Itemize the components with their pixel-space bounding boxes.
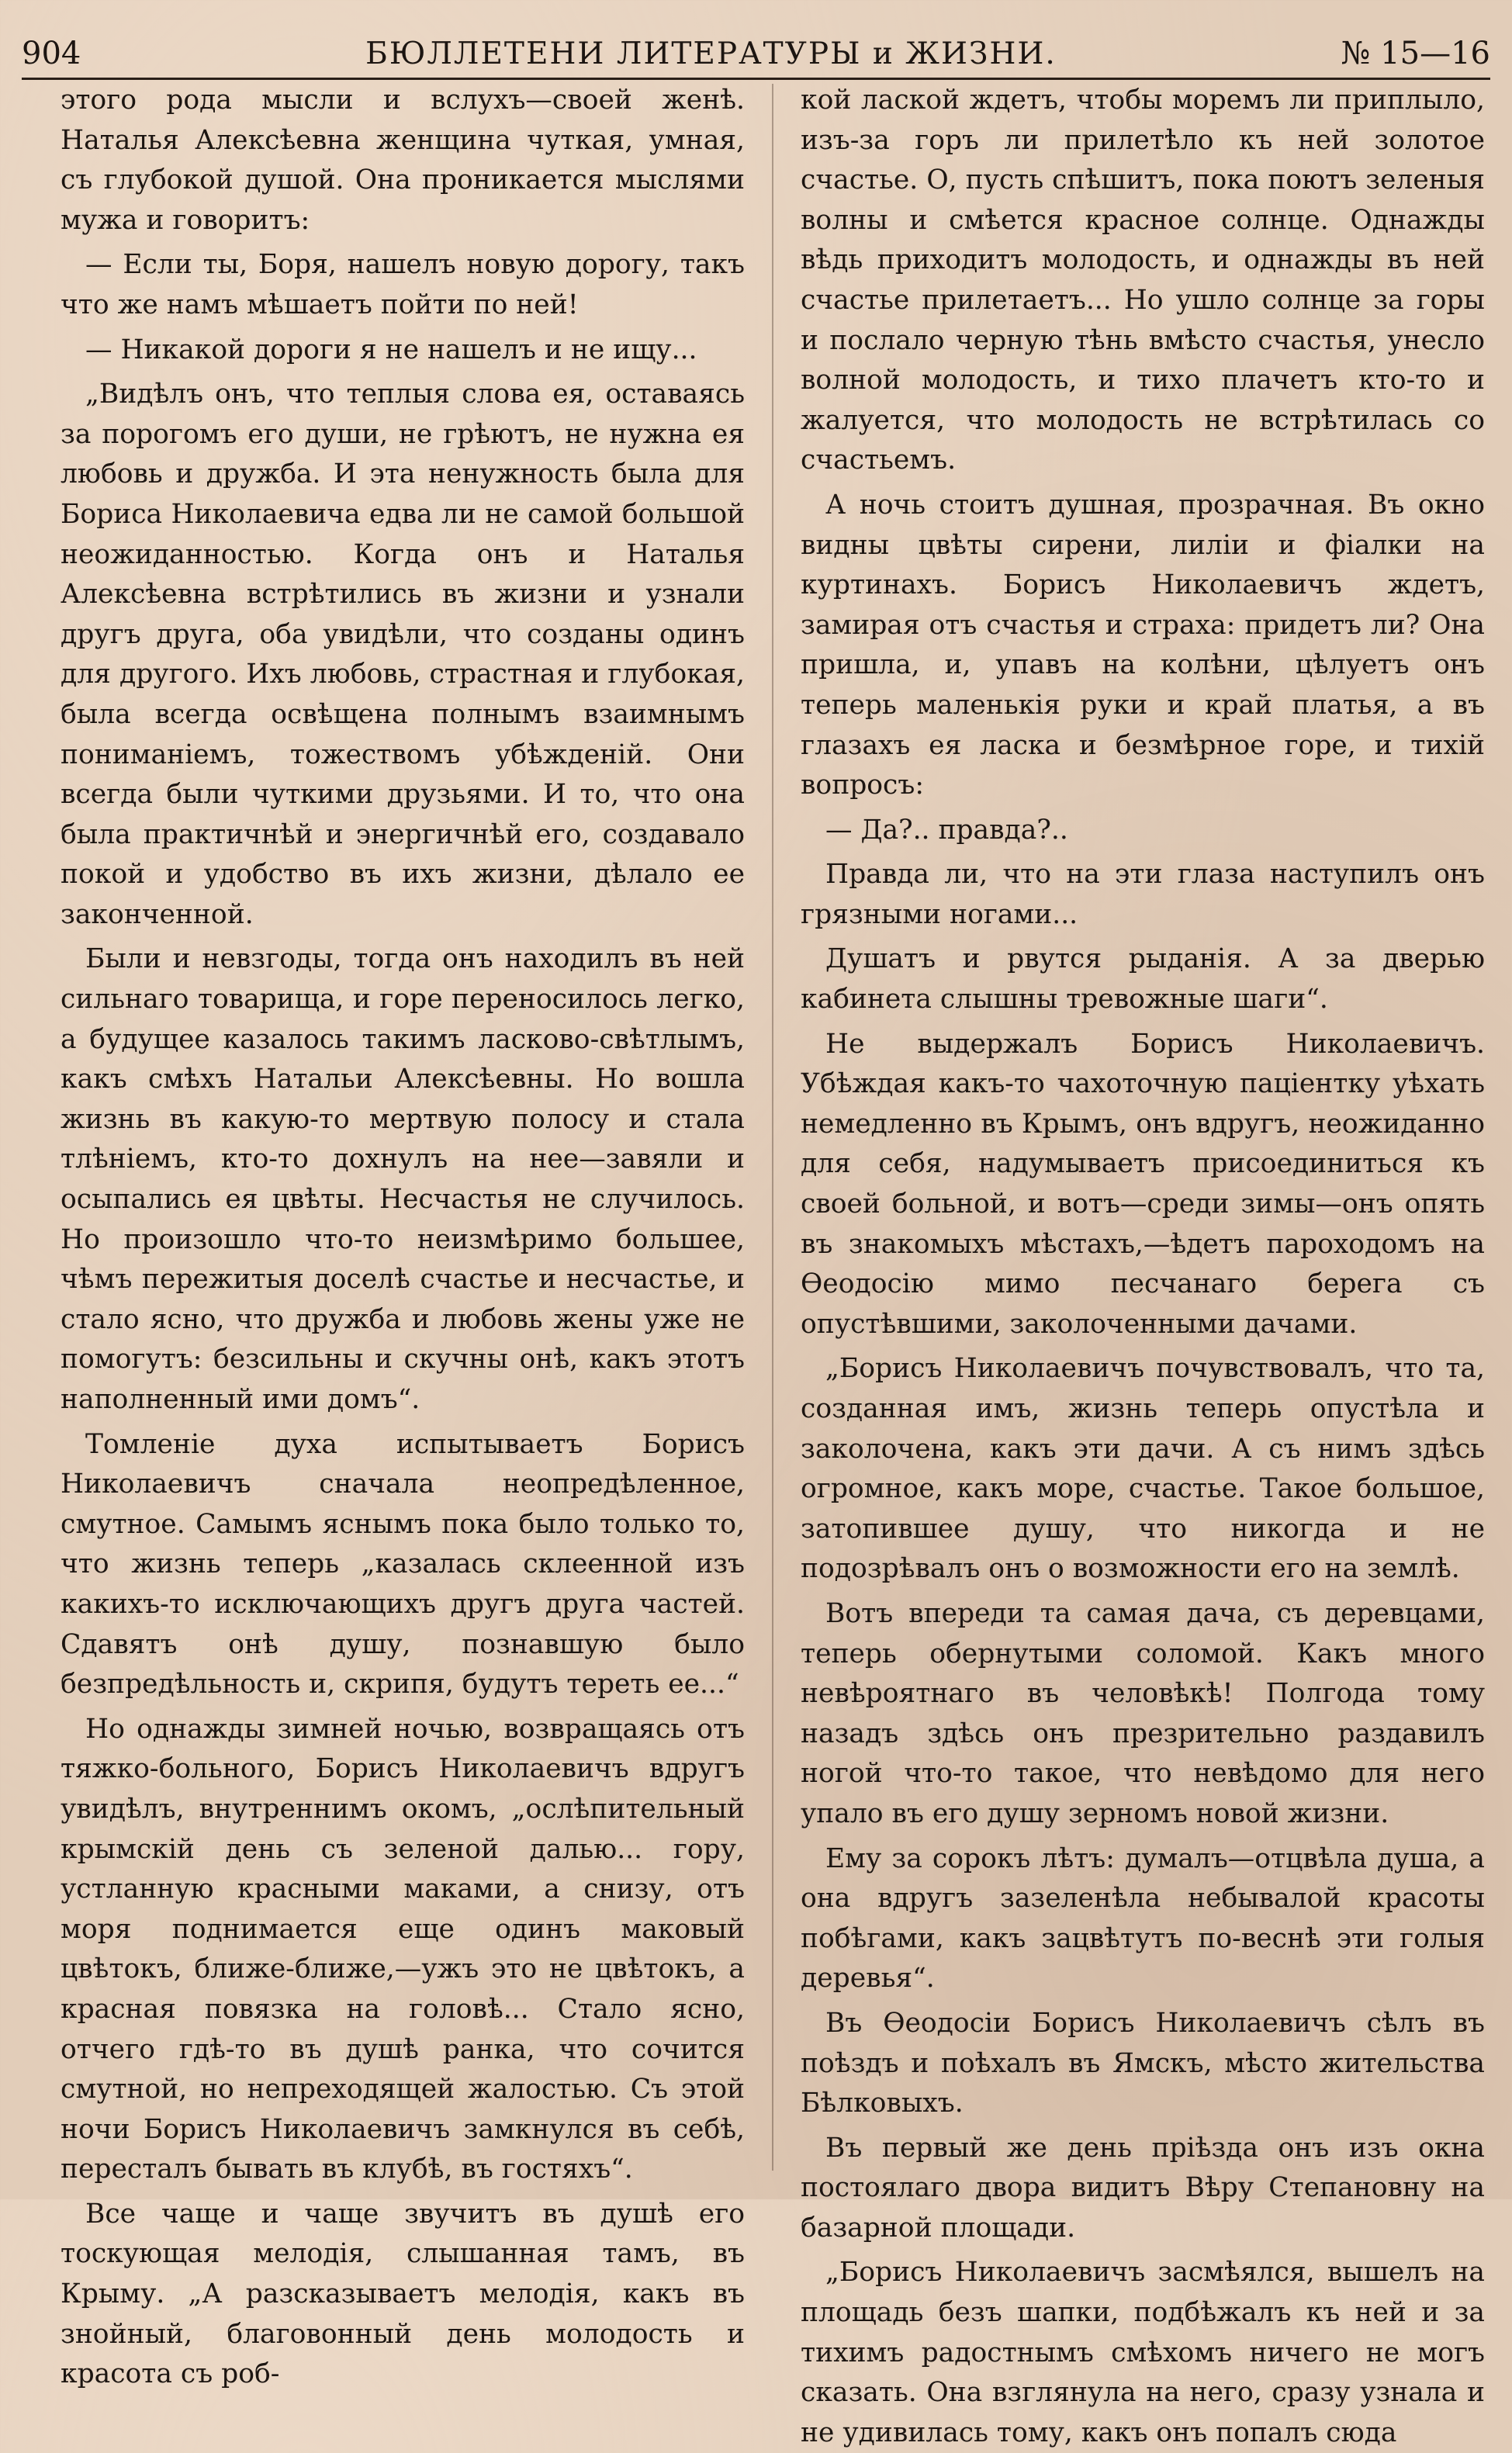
column-divider [772,84,773,2171]
paragraph: Томленіе духа испытываетъ Борисъ Николаевичъ сначала неопредѣленное, смутное. Самымъ яснымъ пока было только то, что жизнь теперь „казалась склеенной изъ какихъ-то исключающихъ другъ друга частей. Сдавятъ онѣ душу, познавшую было безпредѣльность и, скрипя, будутъ тереть ее...“ [61,1428,745,1700]
paragraph: Все чаще и чаще звучитъ въ душѣ его тоскующая мелодія, слышанная тамъ, въ Крыму. „А разсказываетъ мелодія, какъ въ знойный, благовонный день молодость и красота съ роб- [61,2198,745,2390]
paragraph: — Да?.. правда?.. [825,814,1068,846]
paragraph: Но однажды зимней ночью, возвращаясь отъ тяжко-больного, Борисъ Николаевичъ вдругъ увидѣлъ, внутреннимъ окомъ, „ослѣпительный крымскій день съ зеленой далью... гору, устланную красными маками, а снизу, отъ моря поднимается еще одинъ маковый цвѣтокъ, ближе-ближе,—ужъ это не цвѣтокъ, а красная повязка на головѣ... Стало ясно, отчего гдѣ-то въ душѣ ранка, что сочится смутной, но непреходящей жалостью. Съ этой ночи Борисъ Николаевичъ замкнулся въ себѣ, пересталъ бывать въ клубѣ, въ гостяхъ“. [61,1713,745,2185]
page-number: 904 [22,36,81,71]
paragraph: „Видѣлъ онъ, что теплыя слова ея, оставаясь за порогомъ его души, не грѣютъ, не нужна ея любовь и дружба. И эта ненужность была для Бориса Николаевича едва ли не самой большой неожиданностью. Когда онъ и Наталья Алексѣевна встрѣтились въ жизни и узнали другъ друга, оба увидѣли, что созданы одинъ для другого. Ихъ любовь, страстная и глубокая, была всегда освѣщена полнымъ взаимнымъ пониманіемъ, тожествомъ убѣжденій. Они всегда были чуткими друзьями. И то, что она была практичнѣй и энергичнѣй его, создавало покой и удобство въ ихъ жизни, дѣлало ее законченной. [61,379,745,930]
paragraph: Вотъ впереди та самая дача, съ деревцами, теперь обернутыми соломой. Какъ много невѣроятнаго въ человѣкѣ! Полгода тому назадъ здѣсь онъ презрительно раздавилъ ногой что-то такое, что невѣдомо для него упало въ его душу зерномъ новой жизни. [801,1597,1485,1829]
text-columns [61,81,1485,2448]
paragraph: Были и невзгоды, тогда онъ находилъ въ ней сильнаго товарища, и горе переносилось легко, а будущее казалось такимъ ласково-свѣтлымъ, какъ смѣхъ Натальи Алексѣевны. Но вошла жизнь въ какую-то мертвую полосу и стала тлѣніемъ, кто-то дохнулъ на нее—завяли и осыпались ея цвѣты. Несчастья не случилось. Но произошло что-то неизмѣримо большее, чѣмъ пережитыя доселѣ счастье и несчастье, и стало ясно, что дружба и любовь жены уже не помогутъ: безсильны и скучны онѣ, какъ этотъ наполненный ими домъ“. [61,943,745,1415]
paragraph: — Никакой дороги я не нашелъ и не ищу... [85,334,697,365]
paragraph: А ночь стоитъ душная, прозрачная. Въ окно видны цвѣты сирени, лиліи и фіалки на куртинахъ. Борисъ Николаевичъ ждетъ, замирая отъ счастья и страха: придетъ ли? Она пришла, и, упавъ на колѣни, цѣлуетъ онъ теперь маленькія руки и край платья, а въ глазахъ ея ласка и безмѣрное горе, и тихій вопросъ: [801,489,1485,801]
paragraph: Правда ли, что на эти глаза наступилъ онъ грязными ногами... [801,859,1485,930]
issue-number: № 15—16 [1341,36,1490,71]
left-column [61,81,745,2390]
paragraph: этого рода мысли и вслухъ—своей женѣ. Наталья Алексѣевна женщина чуткая, умная, съ глубокой душой. Она проникается мыслями мужа и говоритъ: [61,85,745,236]
right-column [801,81,1485,2448]
paragraph: Не выдержалъ Борисъ Николаевичъ. Убѣждая какъ-то чахоточную паціентку уѣхать немедленно въ Крымъ, онъ вдругъ, неожиданно для себя, надумываетъ присоединиться къ своей больной, и вотъ—среди зимы—онъ опять въ знакомыхъ мѣстахъ,—ѣдетъ пароходомъ на Ѳеодосію мимо песчанаго берега съ опустѣвшими, заколоченными дачами. [801,1028,1485,1340]
paragraph: Душатъ и рвутся рыданія. А за дверью кабинета слышны тревожные шаги“. [801,943,1485,1015]
paragraph: „Борисъ Николаевичъ засмѣялся, вышелъ на площадь безъ шапки, подбѣжалъ къ ней и за тихимъ радостнымъ смѣхомъ ничего не могъ сказать. Она взглянула на него, сразу узнала и не удивилась тому, какъ онъ попалъ сюда [801,2257,1485,2448]
paragraph: Въ первый же день пріѣзда онъ изъ окна постоялаго двора видитъ Вѣру Степановну на базарной площади. [801,2132,1485,2244]
paragraph: Ему за сорокъ лѣтъ: думалъ—отцвѣла душа, а она вдругъ зазеленѣла небывалой красоты побѣгами, какъ зацвѣтутъ по-веснѣ эти голыя деревья“. [801,1842,1485,1995]
paragraph: кой лаской ждетъ, чтобы моремъ ли приплыло, изъ-за горъ ли прилетѣло къ ней золотое счастье. О, пусть спѣшитъ, пока поютъ зеленыя волны и смѣется красное солнце. Однажды вѣдь приходитъ молодость, и однажды въ ней счастье прилетаетъ... Но ушло солнце за горы и послало черную тѣнь вмѣсто счастья, унесло волной молодость, и тихо плачетъ кто-то и жалуется, что молодость не встрѣтилась со счастьемъ. [801,85,1485,476]
paragraph: — Если ты, Боря, нашелъ новую дорогу, такъ что же намъ мѣшаетъ пойти по ней! [61,249,745,320]
paragraph: Въ Ѳеодосіи Борисъ Николаевичъ сѣлъ въ поѣздъ и поѣхалъ въ Ямскъ, мѣсто жительства Бѣлковыхъ. [801,2007,1485,2119]
running-head [22,16,1490,80]
paragraph: „Борисъ Николаевичъ почувствовалъ, что та, созданная имъ, жизнь теперь опустѣла и заколочена, какъ эти дачи. А съ нимъ здѣсь огромное, какъ море, счастье. Такое большое, затопившее душу, что никогда и не подозрѣвалъ онъ о возможности его на землѣ. [801,1353,1485,1585]
journal-title: БЮЛЛЕТЕНИ ЛИТЕРАТУРЫ и ЖИЗНИ. [365,36,1057,71]
